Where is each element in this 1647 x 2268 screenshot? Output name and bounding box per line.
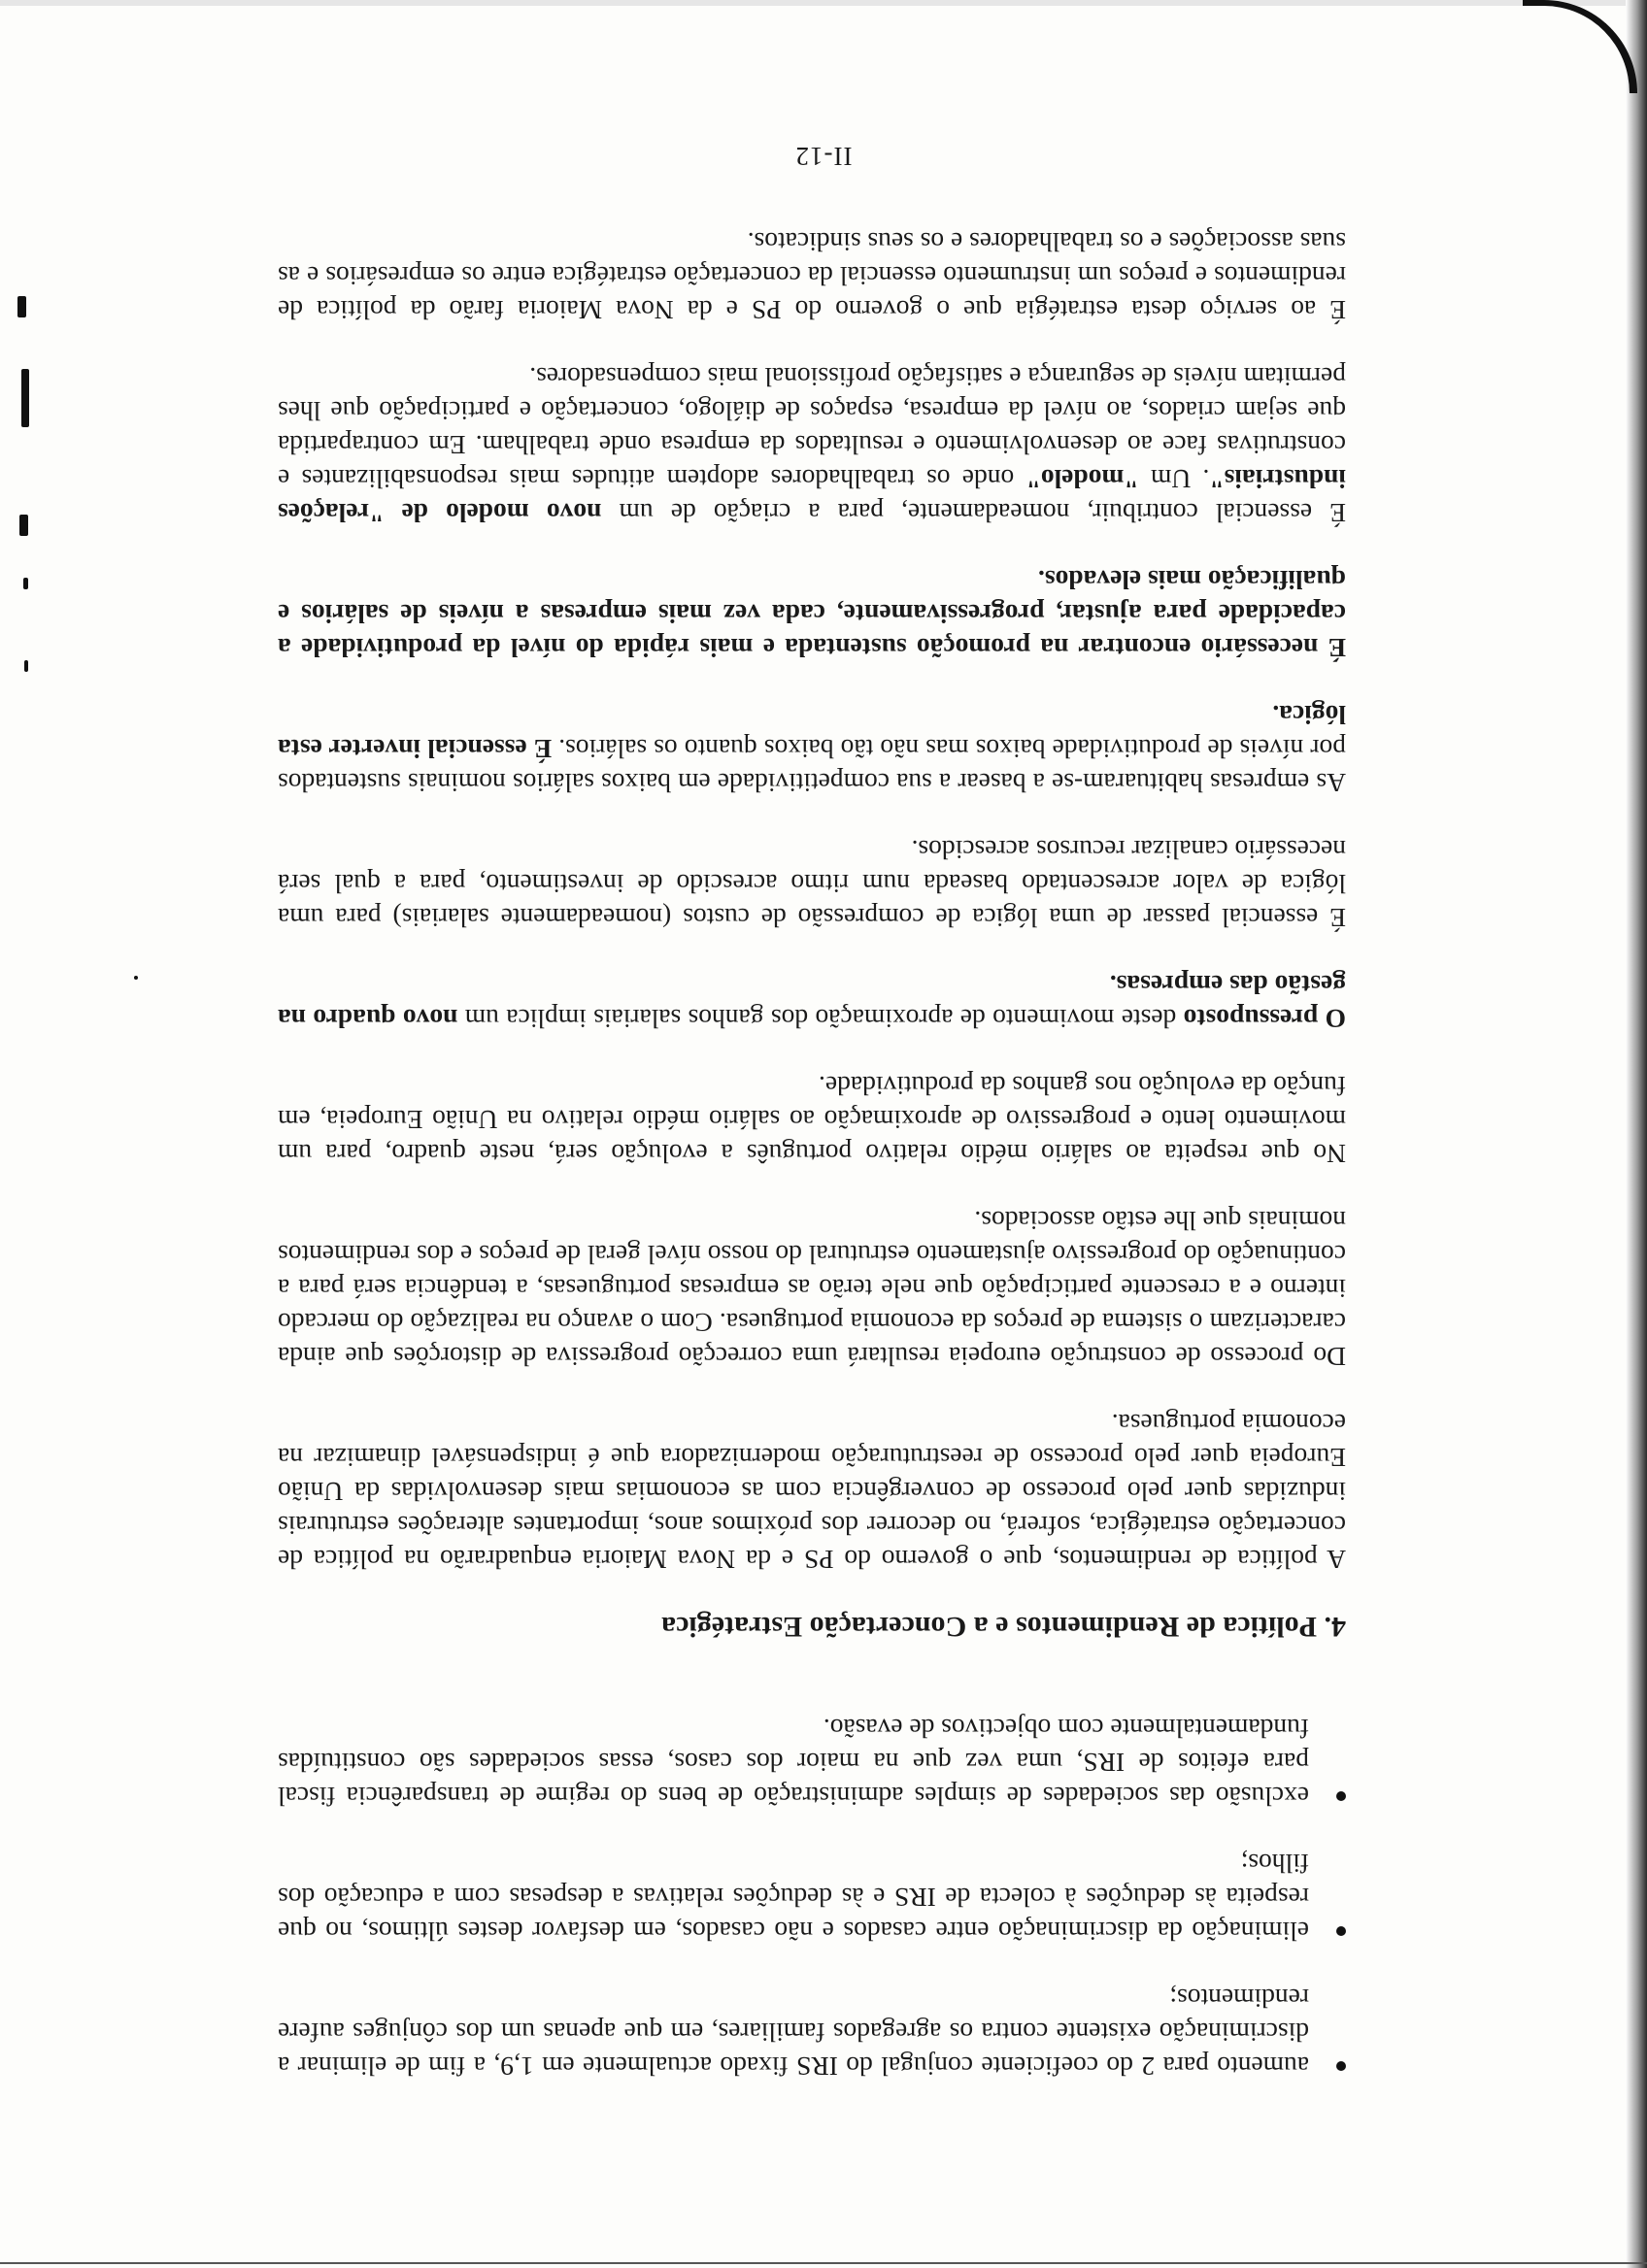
paragraph: A política de rendimentos, que o governo do PS e da Nova Maioria enquadrarão na política de concertação estratégica, sofrerá, no decorrer dos próximos anos, importantes alterações estruturais induzidas quer pelo processo de convergência com as economias mais desenvolvidas da União Europeia quer pelo processo de reestruturação modernizadora que é indispensável dinamizar na economia portuguesa. (278, 1409, 1346, 1575)
bullet-text: eliminação da discriminação entre casados e não casados, em desfavor destes últimos, no que respeita às deduções à colecta de IRS e às deduções relativas a despesas com a educação dos filhos; (278, 1849, 1309, 1947)
bullet-dot-icon (1336, 2061, 1346, 2071)
section-title: 4. Política de Rendimentos e a Concertação Estratégica (661, 1611, 1346, 1643)
list-item (278, 1982, 1346, 2084)
bullet-list (278, 1712, 1346, 2084)
paragraph: É essencial contribuir, nomeadamente, para a criação de um novo modelo de "relações industriais". Um "modelo" onde os trabalhadores adoptem atitudes mais responsabilizantes e construtivas face ao desenvolvimento e resultados da empresa onde trabalham. Em contrapartida que sejam criados, ao nível da empresa, espaços de diálogo, concertação e participação que lhes permitam níveis de segurança e satisfação profissional mais compensadores. (278, 362, 1346, 528)
page-number: II-12 (794, 142, 853, 171)
paragraph: No que respeita ao salário médio relativo português a evolução será, neste quadro, para um movimento lento e progressivo de aproximação ao salário médio relativo na União Europeia, em função da evolução nos ganhos da produtividade. (278, 1071, 1346, 1169)
paragraph: É necessário encontrar na promoção sustentada e mais rápida do nível da produtividade a capacidade para ajustar, progressivamente, cada vez mais empresas a níveis de salários e qualificação mais elevados. (278, 565, 1346, 663)
bullet-text: aumento para 2 do coeficiente conjugal do IRS fixado actualmente em 1,9, a fim de eliminar a discriminação existente contra os agregados familiares, em que apenas um dos cônjuges aufere rendimentos; (278, 1984, 1309, 2082)
bullet-dot-icon (1336, 1926, 1346, 1936)
list-item (278, 1712, 1346, 1814)
bullet-text: exclusão das sociedades de simples administração de bens do regime de transparência fiscal para efeitos de IRS, uma vez que na maior dos casos, essas sociedades são constituídas fundamentalmente com objectivos de evasão. (278, 1714, 1309, 1812)
paragraph: É essencial passar de uma lógica de compressão de custos (nomeadamente salariais) para uma lógica de valor acrescentado baseada num ritmo acrescido de investimento, para a qual será necessário canalizar recursos acrescidos. (278, 835, 1346, 933)
list-item (278, 1847, 1346, 1949)
page-body (278, 192, 1346, 2084)
bullet-dot-icon (1336, 1791, 1346, 1801)
paragraph: É ao serviço desta estratégia que o governo do PS e da Nova Maioria farão da política de rendimentos e preços um instrumento essencial da concertação estratégica entre os empresários e as suas associações e os trabalhadores e os seus sindicatos. (278, 227, 1346, 325)
paragraph: O pressuposto deste movimento de aproximação dos ganhos salariais implica um novo quadro na gestão das empresas. (277, 970, 1346, 1034)
paragraph: As empresas habituaram-se a basear a sua competitividade em baixos salários nominais sustentados por níveis de produtividade baixos mas não tão baixos quanto os salários. É essencial inverter esta lógica. (278, 700, 1346, 798)
paragraph: Do processo de construção europeia resultará uma correcção progressiva de distorções que ainda caracterizam o sistema de preços da economia portuguesa. Com o avanço na realização do mercado interno e a crescente participação que nele terão as empresas portuguesas, a tendência será para a continuação do progressivo ajustamento estrutural do nosso nível geral de preços e dos rendimentos nominais que lhe estão associados. (278, 1206, 1346, 1372)
